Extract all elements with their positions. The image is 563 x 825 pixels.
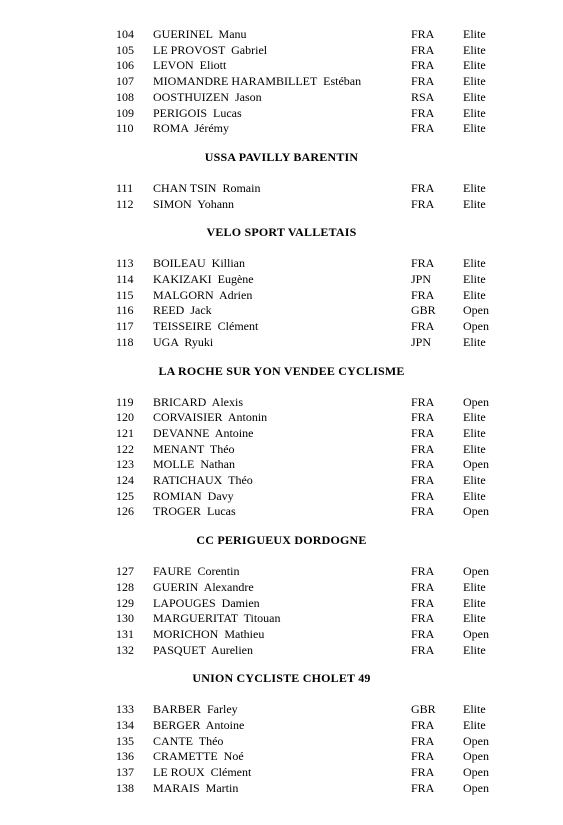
rider-nationality: FRA [411, 27, 435, 41]
rider-row [0, 748, 563, 764]
rider-number: 111 [116, 180, 134, 195]
rider-row [0, 255, 563, 271]
rider-nationality: FRA [411, 579, 435, 594]
rider-category: Elite [463, 334, 486, 349]
rider-category: Elite [463, 579, 486, 594]
team-heading: VELO SPORT VALLETAIS [206, 225, 357, 240]
rider-number: 131 [116, 626, 134, 641]
rider-row [0, 105, 563, 121]
team-heading: LA ROCHE SUR YON VENDEE CYCLISME [158, 363, 405, 378]
rider-category: Open [463, 564, 489, 579]
rider-row [0, 89, 563, 105]
rider-number: 124 [116, 473, 134, 487]
rider-category: Elite [463, 718, 486, 732]
rider-name: TEISSEIRE Clément [153, 319, 259, 334]
rider-number: 119 [116, 394, 134, 409]
rider-number: 110 [116, 121, 134, 136]
rider-name: CANTE Théo [153, 733, 224, 748]
rider-name: LE PROVOST Gabriel [153, 42, 268, 57]
rider-row [0, 733, 563, 749]
rider-row [0, 764, 563, 780]
rider-category: Elite [463, 58, 486, 73]
rider-name: PERIGOIS Lucas [153, 105, 242, 120]
rider-number: 129 [116, 595, 134, 610]
rider-number: 126 [116, 504, 134, 519]
rider-number: 116 [116, 303, 134, 318]
rider-number: 136 [116, 749, 134, 764]
rider-row [0, 409, 563, 425]
rider-category: Elite [463, 89, 486, 104]
rider-category: Open [463, 319, 489, 334]
rider-name: TROGER Lucas [153, 504, 236, 519]
rider-category: Elite [463, 410, 486, 425]
rider-nationality: FRA [411, 611, 435, 626]
rider-row [0, 595, 563, 611]
rider-row [0, 334, 563, 350]
team-heading: USSA PAVILLY BARENTIN [204, 149, 359, 164]
rider-number: 107 [116, 74, 134, 89]
rider-nationality: FRA [411, 42, 435, 57]
rider-category: Elite [463, 256, 486, 271]
rider-row [0, 701, 563, 717]
rider-category: Open [463, 749, 489, 764]
rider-name: PASQUET Aurelien [153, 642, 254, 657]
rider-name: CHAN TSIN Romain [153, 180, 261, 195]
rider-row [0, 73, 563, 89]
rider-name: BOILEAU Killian [153, 256, 245, 271]
rider-name: SIMON Yohann [153, 196, 235, 211]
rider-name: MORICHON Mathieu [153, 626, 265, 641]
rider-row [0, 271, 563, 287]
rider-category: Open [463, 780, 489, 795]
rider-name: LAPOUGES Damien [153, 595, 260, 610]
rider-row [0, 441, 563, 457]
rider-row [0, 180, 563, 196]
rider-nationality: FRA [411, 564, 435, 579]
rider-category: Elite [463, 287, 486, 302]
rider-row [0, 780, 563, 796]
rider-name: GUERIN Alexandre [153, 579, 254, 594]
rider-row [0, 456, 563, 472]
rider-category: Elite [463, 42, 486, 57]
rider-nationality: FRA [411, 595, 435, 610]
rider-number: 134 [116, 718, 134, 732]
rider-name: BRICARD Alexis [153, 394, 244, 409]
rider-name: ROMA Jérémy [153, 121, 229, 136]
rider-nationality: FRA [411, 504, 435, 519]
rider-category: Open [463, 765, 489, 780]
rider-name: KAKIZAKI Eugène [153, 272, 254, 286]
rider-number: 135 [116, 733, 134, 748]
rider-row [0, 642, 563, 658]
rider-category: Elite [463, 272, 486, 286]
rider-category: Elite [463, 702, 486, 717]
rider-nationality: FRA [411, 319, 435, 334]
rider-category: Elite [463, 642, 486, 657]
rider-number: 120 [116, 410, 134, 425]
rider-name: BERGER Antoine [153, 718, 245, 732]
rider-number: 122 [116, 441, 134, 456]
rider-number: 132 [116, 642, 134, 657]
rider-name: OOSTHUIZEN Jason [153, 89, 262, 104]
rider-category: Elite [463, 425, 486, 440]
rider-nationality: FRA [411, 394, 435, 409]
rider-nationality: FRA [411, 718, 435, 732]
team-heading: UNION CYCLISTE CHOLET 49 [192, 671, 371, 686]
rider-number: 113 [116, 256, 134, 271]
rider-row [0, 626, 563, 642]
rider-name: MALGORN Adrien [153, 287, 253, 302]
rider-row [0, 318, 563, 334]
rider-nationality: GBR [411, 303, 436, 318]
rider-row [0, 717, 563, 733]
rider-nationality: FRA [411, 196, 435, 211]
rider-name: MARGUERITAT Titouan [153, 611, 281, 626]
rider-name: FAURE Corentin [153, 564, 240, 579]
team-heading: CC PERIGUEUX DORDOGNE [196, 533, 367, 548]
rider-name: GUERINEL Manu [153, 27, 247, 41]
rider-row [0, 503, 563, 519]
rider-nationality: FRA [411, 74, 435, 89]
rider-category: Elite [463, 488, 486, 503]
rider-row [0, 302, 563, 318]
rider-category: Elite [463, 121, 486, 136]
rider-nationality: FRA [411, 473, 435, 487]
rider-nationality: FRA [411, 256, 435, 271]
rider-name: MARAIS Martin [153, 780, 239, 795]
rider-name: LEVON Eliott [153, 58, 227, 73]
rider-category: Elite [463, 74, 486, 89]
rider-name: REED Jack [153, 303, 212, 318]
rider-category: Elite [463, 180, 486, 195]
rider-category: Elite [463, 27, 486, 41]
rider-nationality: JPN [411, 334, 432, 349]
rider-number: 117 [116, 319, 134, 334]
rider-name: RATICHAUX Théo [153, 473, 253, 487]
rider-number: 123 [116, 457, 134, 472]
rider-row [0, 610, 563, 626]
rider-nationality: GBR [411, 702, 436, 717]
rider-number: 106 [116, 58, 134, 73]
rider-number: 127 [116, 564, 134, 579]
rider-name: CRAMETTE Noé [153, 749, 244, 764]
rider-name: DEVANNE Antoine [153, 425, 254, 440]
rider-nationality: FRA [411, 425, 435, 440]
rider-name: ROMIAN Davy [153, 488, 234, 503]
rider-row [0, 579, 563, 595]
rider-nationality: FRA [411, 180, 435, 195]
rider-row [0, 196, 563, 212]
rider-name: MOLLE Nathan [153, 457, 235, 472]
rider-nationality: FRA [411, 749, 435, 764]
rider-nationality: FRA [411, 626, 435, 641]
rider-nationality: FRA [411, 780, 435, 795]
rider-number: 115 [116, 287, 134, 302]
rider-number: 138 [116, 780, 134, 795]
rider-name: BARBER Farley [153, 702, 238, 717]
rider-number: 109 [116, 105, 134, 120]
rider-nationality: FRA [411, 457, 435, 472]
rider-nationality: FRA [411, 765, 435, 780]
rider-number: 133 [116, 702, 134, 717]
rider-category: Open [463, 303, 489, 318]
rider-row [0, 120, 563, 136]
rider-nationality: FRA [411, 287, 435, 302]
rider-name: UGA Ryuki [153, 334, 214, 349]
rider-row [0, 57, 563, 73]
rider-category: Open [463, 626, 489, 641]
rider-category: Open [463, 733, 489, 748]
rider-row [0, 287, 563, 303]
rider-number: 118 [116, 334, 134, 349]
rider-number: 108 [116, 89, 134, 104]
rider-number: 130 [116, 611, 134, 626]
rider-nationality: FRA [411, 105, 435, 120]
rider-row [0, 472, 563, 488]
rider-number: 137 [116, 765, 134, 780]
rider-number: 112 [116, 196, 134, 211]
rider-category: Open [463, 504, 489, 519]
rider-category: Elite [463, 441, 486, 456]
rider-number: 125 [116, 488, 134, 503]
rider-nationality: FRA [411, 121, 435, 136]
rider-category: Elite [463, 611, 486, 626]
rider-category: Elite [463, 196, 486, 211]
rider-category: Open [463, 457, 489, 472]
rider-row [0, 425, 563, 441]
rider-name: MENANT Théo [153, 441, 235, 456]
rider-nationality: FRA [411, 488, 435, 503]
rider-name: CORVAISIER Antonin [153, 410, 268, 425]
rider-category: Elite [463, 595, 486, 610]
rider-nationality: JPN [411, 272, 432, 286]
rider-number: 105 [116, 42, 134, 57]
rider-nationality: FRA [411, 410, 435, 425]
rider-number: 128 [116, 579, 134, 594]
rider-category: Elite [463, 473, 486, 487]
rider-row [0, 394, 563, 410]
rider-row [0, 42, 563, 58]
rider-nationality: FRA [411, 733, 435, 748]
rider-row [0, 488, 563, 504]
rider-nationality: FRA [411, 58, 435, 73]
rider-name: MIOMANDRE HARAMBILLET Estéban [153, 74, 362, 89]
rider-row [0, 563, 563, 579]
rider-name: LE ROUX Clément [153, 765, 252, 780]
rider-category: Elite [463, 105, 486, 120]
rider-nationality: RSA [411, 89, 435, 104]
rider-nationality: FRA [411, 441, 435, 456]
rider-nationality: FRA [411, 642, 435, 657]
rider-number: 121 [116, 425, 134, 440]
rider-category: Open [463, 394, 489, 409]
rider-number: 104 [116, 27, 134, 41]
rider-number: 114 [116, 272, 134, 286]
rider-row [0, 26, 563, 42]
